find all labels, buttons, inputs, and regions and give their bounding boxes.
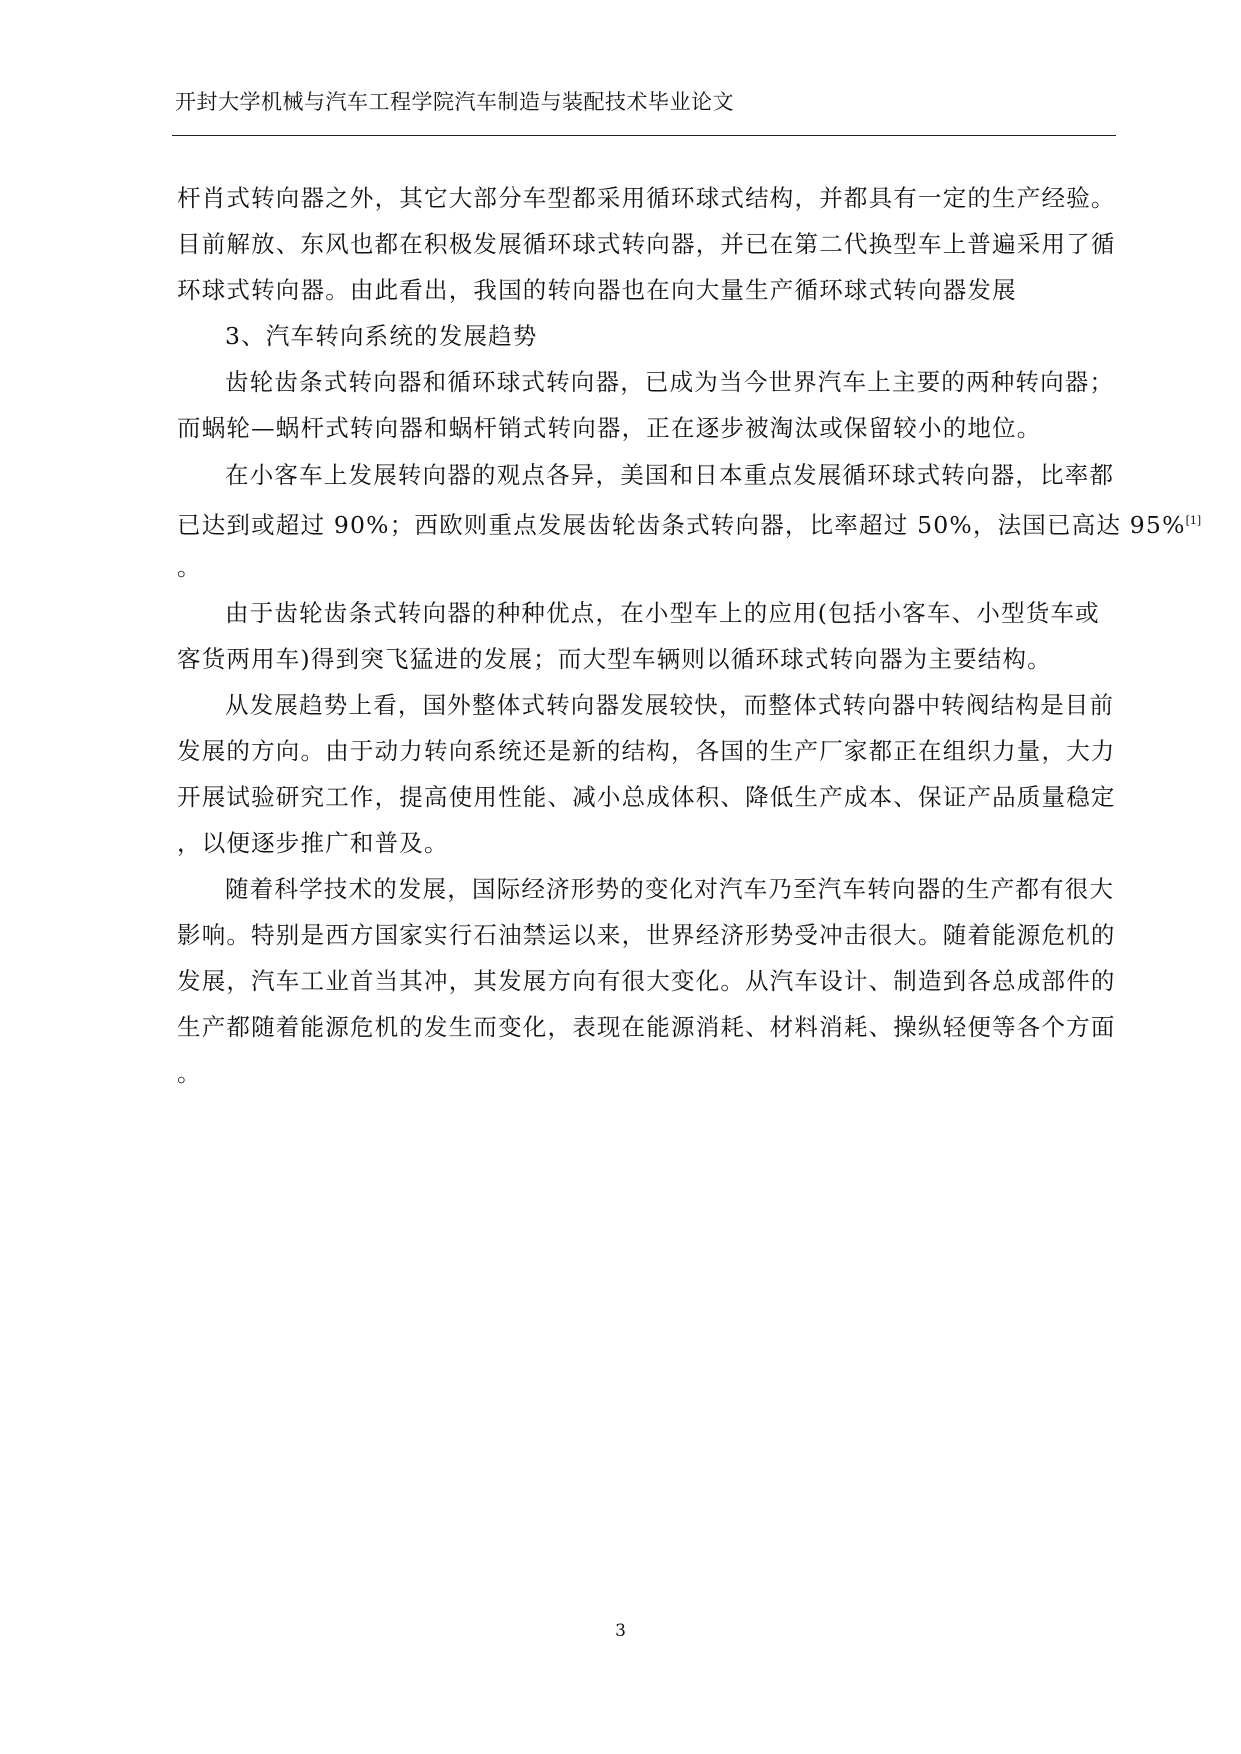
text-line — [177, 506, 1201, 540]
header-title: 开封大学机械与汽车工程学院汽车制造与装配技术毕业论文 — [175, 90, 734, 114]
text-line: 发展的方向。由于动力转向系统还是新的结构，各国的生产厂家都正在组织力量，大力 — [177, 737, 1116, 765]
citation-superscript: [1] — [1185, 514, 1202, 527]
section-heading: 3、汽车转向系统的发展趋势 — [225, 322, 538, 350]
text-line: 从发展趋势上看，国外整体式转向器发展较快，而整体式转向器中转阀结构是目前 — [225, 691, 1115, 719]
text-line: 在小客车上发展转向器的观点各异，美国和日本重点发展循环球式转向器，比率都 — [225, 461, 1115, 489]
text-line: 。 — [177, 1059, 202, 1087]
text-line: 客货两用车)得到突飞猛进的发展；而大型车辆则以循环球式转向器为主要结构。 — [177, 645, 1052, 673]
page-number: 3 — [615, 1621, 626, 1641]
text-line: 而蜗轮—蜗杆式转向器和蜗杆销式转向器，正在逐步被淘汰或保留较小的地位。 — [177, 414, 1042, 442]
text-line: 目前解放、东风也都在积极发展循环球式转向器，并已在第二代换型车上普遍采用了循 — [177, 230, 1116, 258]
text-line: 由于齿轮齿条式转向器的种种优点，在小型车上的应用(包括小客车、小型货车或 — [225, 599, 1100, 627]
text-line: 开展试验研究工作，提高使用性能、减小总成体积、降低生产成本、保证产品质量稳定 — [177, 783, 1116, 811]
text-line: 影响。特别是西方国家实行石油禁运以来，世界经济形势受冲击很大。随着能源危机的 — [177, 921, 1116, 949]
text-line: 杆肖式转向器之外，其它大部分车型都采用循环球式结构，并都具有一定的生产经验。 — [177, 184, 1116, 212]
text-line: 随着科学技术的发展，国际经济形势的变化对汽车乃至汽车转向器的生产都有很大 — [225, 875, 1115, 903]
header-divider — [172, 135, 1116, 136]
text-run: 已达到或超过 90%；西欧则重点发展齿轮齿条式转向器，比率超过 50%，法国已高达 95% — [177, 511, 1186, 539]
text-line: ，以便逐步推广和普及。 — [177, 829, 449, 857]
text-line: 。 — [177, 553, 202, 581]
text-line: 环球式转向器。由此看出，我国的转向器也在向大量生产循环球式转向器发展 — [177, 276, 1017, 304]
text-line: 齿轮齿条式转向器和循环球式转向器，已成为当今世界汽车上主要的两种转向器； — [225, 368, 1115, 396]
text-line: 发展，汽车工业首当其冲，其发展方向有很大变化。从汽车设计、制造到各总成部件的 — [177, 967, 1116, 995]
text-line: 生产都随着能源危机的发生而变化，表现在能源消耗、材料消耗、操纵轻便等各个方面 — [177, 1013, 1116, 1041]
